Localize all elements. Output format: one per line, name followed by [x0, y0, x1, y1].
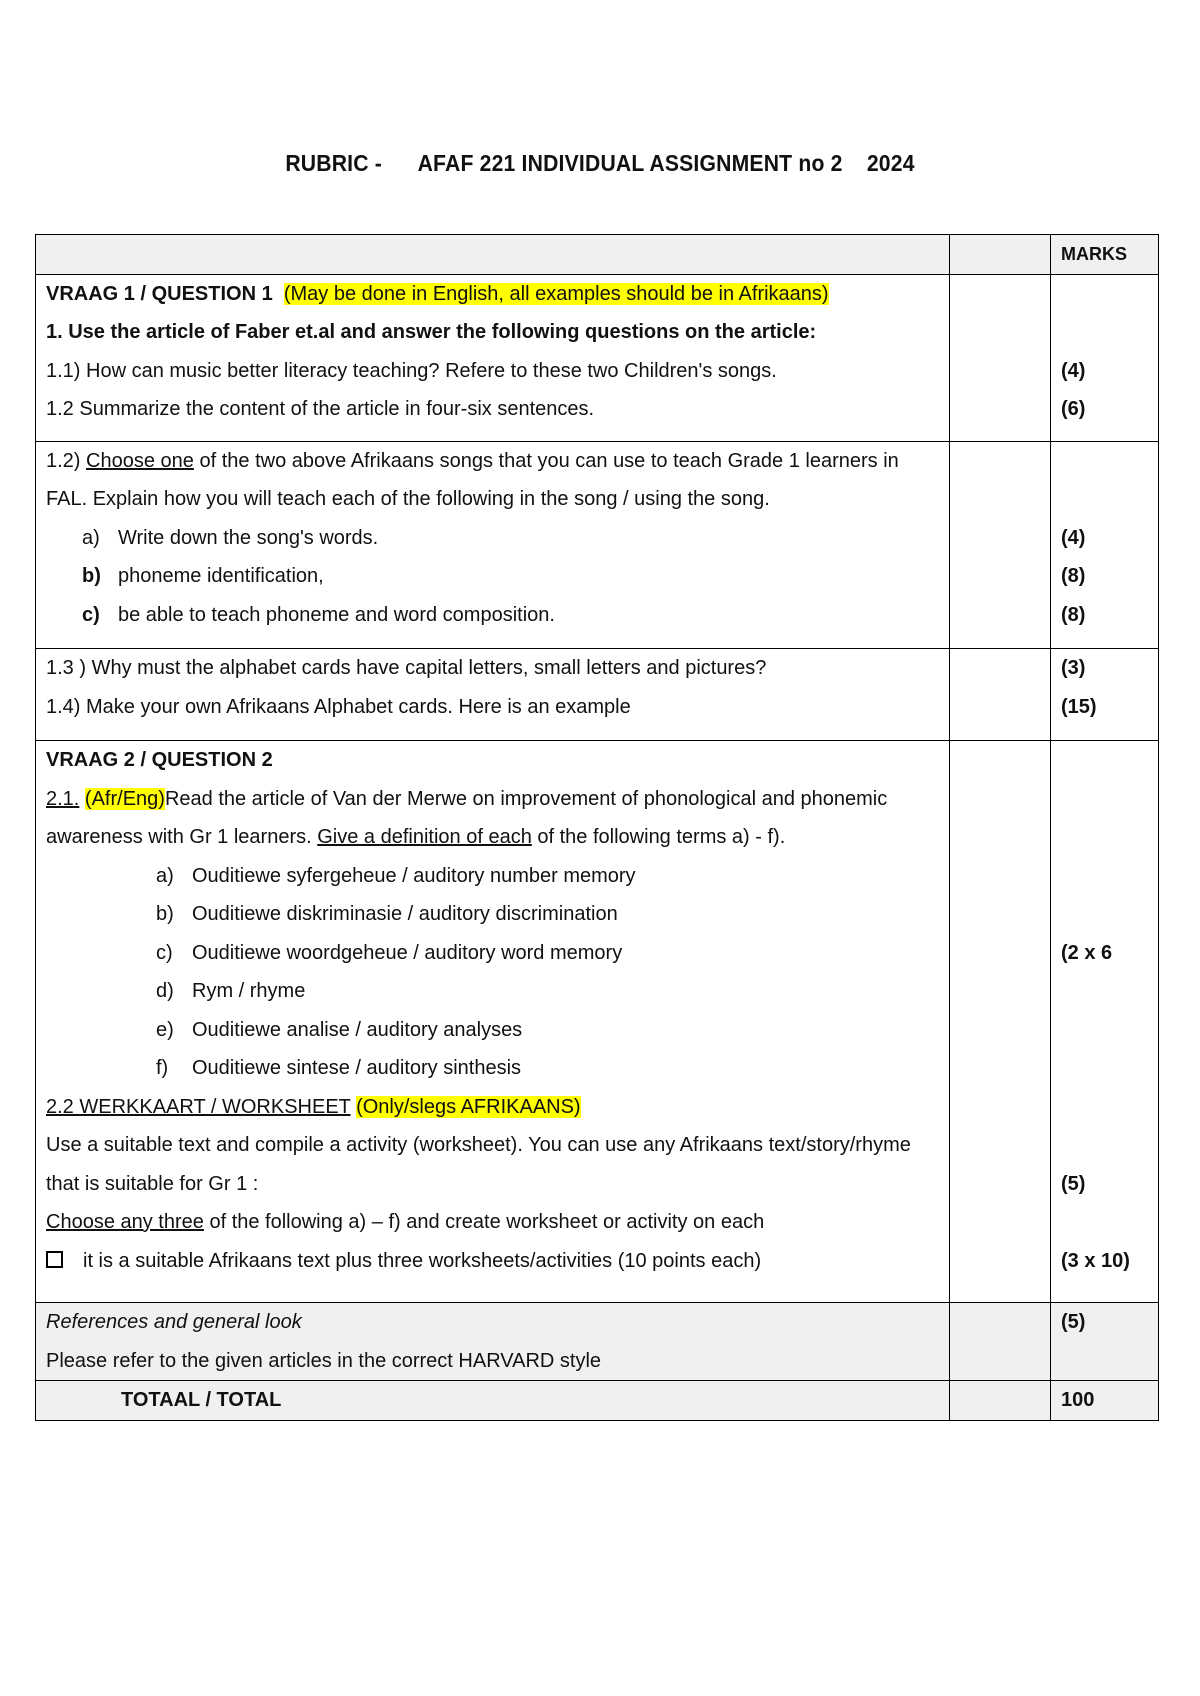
q1c-blank [950, 649, 1051, 741]
mark-worksheet: (5) [1061, 1172, 1086, 1195]
total-row [36, 1381, 1159, 1421]
q1-item-1-2: 1.2 Summarize the content of the article in four-six sentences. [46, 398, 595, 420]
q1c-item-1-3: 1.3 ) Why must the alphabet cards have capital letters, small letters and pictures? [46, 657, 767, 679]
mark-a: (4) [1061, 526, 1086, 549]
q1b-prefix: 1.2) [46, 449, 81, 472]
list-item: c) Ouditiewe woordgeheue / auditory word memory [156, 941, 623, 964]
total-label-cell [36, 1381, 950, 1421]
list-item: d) Rym / rhyme [156, 980, 306, 1002]
references-content [36, 1303, 950, 1381]
list-item: c) be able to teach phoneme and word composition. [82, 603, 555, 626]
q2-row [36, 741, 1159, 1303]
mark-1-2: (6) [1061, 398, 1086, 420]
worksheet-note: (Only/slegs AFRIKAANS) [356, 1095, 581, 1118]
q2-afr-eng: (Afr/Eng) [84, 787, 165, 810]
q2-blank [950, 741, 1051, 1303]
rubric-table [35, 234, 1159, 1421]
q1-content [36, 274, 950, 441]
marks-header [1051, 235, 1159, 275]
q2-terms-list [46, 857, 939, 1088]
worksheet-heading: 2.2 WERKKAART / WORKSHEET [46, 1095, 351, 1118]
q1b-content [36, 441, 950, 649]
q2-1-number: 2.1. [46, 787, 80, 810]
bullet-item [46, 1242, 939, 1281]
q1-row [36, 274, 1159, 441]
q1c-marks [1051, 649, 1159, 741]
list-item: f) Ouditiewe sintese / auditory sinthesis [156, 1057, 522, 1079]
total-value: 100 [1061, 1389, 1095, 1411]
q1-item-1-1: 1.1) How can music better literacy teaching? Refere to these two Children's songs. [46, 359, 777, 382]
q2-1-text-b: of the following terms a) - f). [537, 826, 786, 848]
references-marks [1051, 1303, 1159, 1381]
q1-instruction: 1. Use the article of Faber et.al and answer the following questions on the article: [46, 321, 817, 343]
references-heading: References and general look [46, 1311, 302, 1333]
q1b-marks [1051, 441, 1159, 649]
checkbox-bullet-icon [46, 1251, 63, 1268]
list-item: b) phoneme identification, [82, 565, 324, 587]
q1b-row [36, 441, 1159, 649]
q1b-choose-one: Choose one [86, 449, 194, 472]
q1c-row [36, 649, 1159, 741]
mark-1-4: (15) [1061, 695, 1097, 718]
title-year: 2024 [866, 150, 915, 176]
header-blank-cell [36, 235, 950, 275]
header-row [36, 235, 1159, 275]
mark-c: (8) [1061, 603, 1086, 626]
q2-heading: VRAAG 2 / QUESTION 2 [46, 749, 273, 771]
header-blank-cell-2 [950, 235, 1051, 275]
q2-content [36, 741, 950, 1303]
mark-three: (3 x 10) [1061, 1249, 1130, 1272]
list-item: a) Write down the song's words. [82, 526, 379, 549]
references-text: Please refer to the given articles in the correct HARVARD style [46, 1349, 602, 1372]
q1-marks [1051, 274, 1159, 441]
references-blank [950, 1303, 1051, 1381]
q1-blank [950, 274, 1051, 441]
q2-1-text: Read the article of Van der Merwe on improvement of phonological and phonemic awareness with Gr 1 learners. [46, 787, 888, 848]
mark-1-3: (3) [1061, 657, 1086, 679]
list-item: a) Ouditiewe syfergeheue / auditory number memory [156, 864, 636, 887]
q1c-content [36, 649, 950, 741]
marks-header-label: MARKS [1061, 244, 1127, 264]
title-rubric: RUBRIC - [285, 150, 383, 176]
q1c-item-1-4: 1.4) Make your own Afrikaans Alphabet cards. Here is an example [46, 695, 631, 718]
q1-note: (May be done in English, all examples should be in Afrikaans) [283, 282, 829, 305]
choose-rest: of the following a) – f) and create worksheet or activity on each [209, 1211, 765, 1233]
references-row [36, 1303, 1159, 1381]
total-value-cell [1051, 1381, 1159, 1421]
mark-1-1: (4) [1061, 359, 1086, 382]
use-text: Use a suitable text and compile a activity (worksheet). You can use any Afrikaans text/story/rhyme that is suitable for Gr 1 : [46, 1134, 911, 1195]
q1-heading: VRAAG 1 / QUESTION 1 [46, 282, 273, 305]
total-label: TOTAAL / TOTAL [121, 1389, 282, 1411]
page-title [48, 150, 1152, 177]
title-assignment: AFAF 221 INDIVIDUAL ASSIGNMENT no 2 [417, 150, 843, 176]
q1b-text: of the two above Afrikaans songs that you can use to teach Grade 1 learners in FAL. Explain how you will teach each of the following in the song / using the song. [46, 449, 899, 510]
mark-b: (8) [1061, 565, 1086, 587]
mark-terms: (2 x 6 [1061, 941, 1113, 964]
list-item: e) Ouditiewe analise / auditory analyses [156, 1018, 523, 1041]
choose-three: Choose any three [46, 1211, 204, 1233]
mark-references: (5) [1061, 1311, 1086, 1333]
q2-marks [1051, 741, 1159, 1303]
q2-give-definition: Give a definition of each [317, 826, 532, 848]
q1b-blank [950, 441, 1051, 649]
q1b-list [46, 519, 939, 635]
bullet-text: it is a suitable Afrikaans text plus three worksheets/activities (10 points each) [83, 1249, 762, 1272]
list-item: b) Ouditiewe diskriminasie / auditory discrimination [156, 903, 618, 925]
total-blank [950, 1381, 1051, 1421]
